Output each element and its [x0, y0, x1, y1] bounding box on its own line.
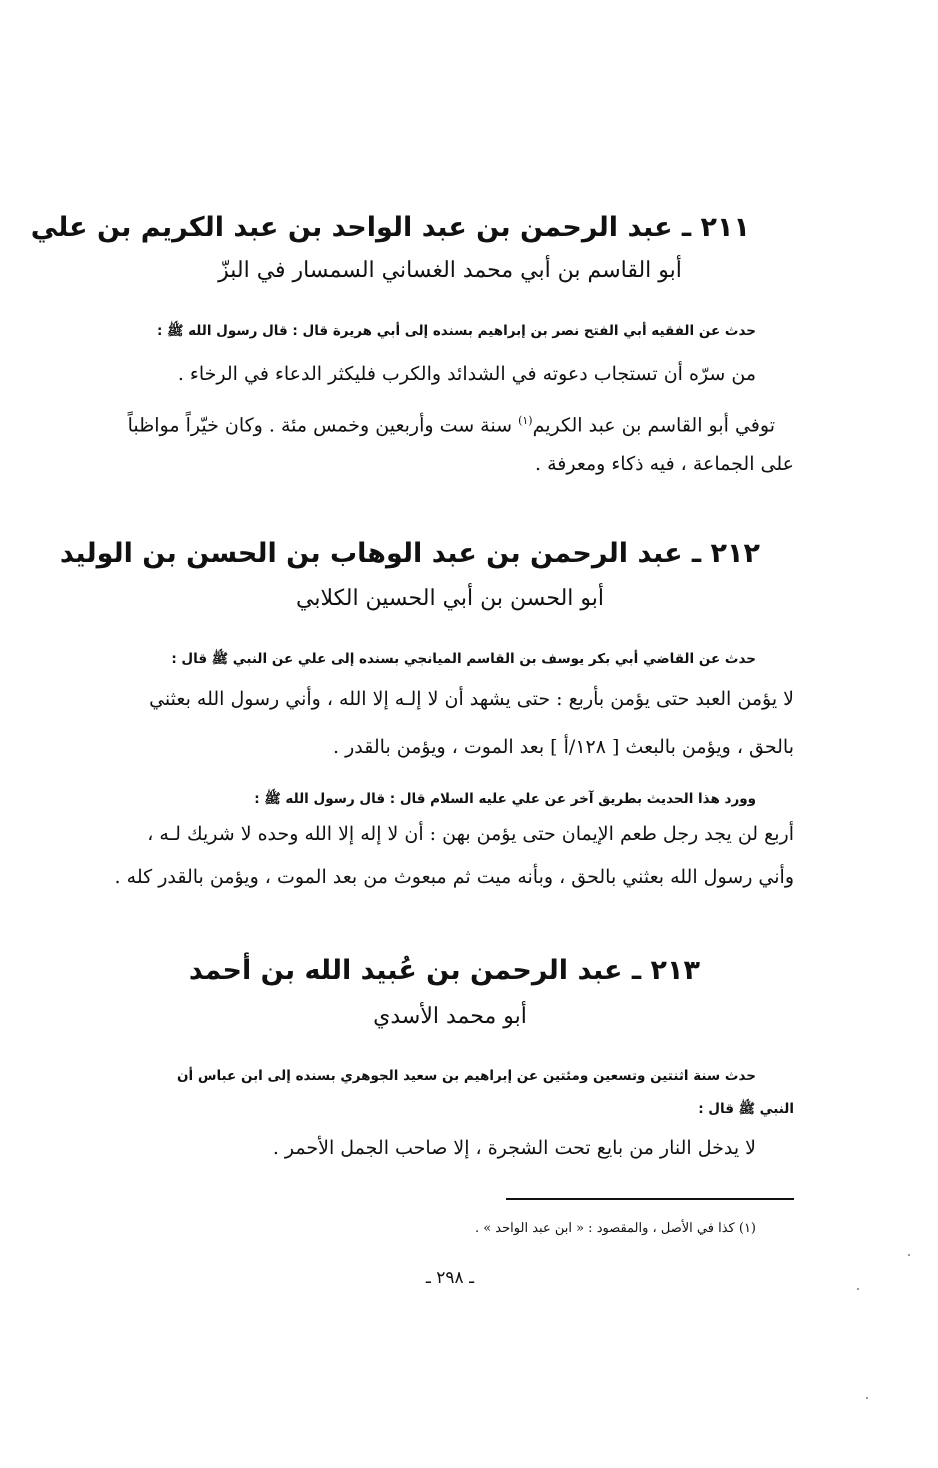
scan-speck: [908, 1254, 910, 1256]
entry-211-death-line-2: على الجماعة ، فيه ذكاء ومعرفة .: [534, 453, 794, 475]
entry-213-subheading: أبو محمد الأسدي: [373, 1004, 527, 1029]
scan-speck: [857, 1288, 859, 1290]
entry-211-chain: حدث عن الفقيه أبي الفتح نصر بن إبراهيم بسنده إلى أبي هريرة قال : قال رسول الله ﷺ :: [156, 323, 756, 339]
entry-212-subheading: أبو الحسن بن أبي الحسين الكلابي: [296, 586, 604, 611]
entry-212-heading: ٢١٢ ـ عبد الرحمن بن عبد الوهاب بن الحسن بن الوليد: [59, 538, 760, 569]
entry-213-chain-line-1: حدث سنة اثنتين وتسعين ومئتين عن إبراهيم بن سعيد الجوهري بسنده إلى ابن عباس أن: [176, 1068, 756, 1084]
entry-212-chain-2: وورد هذا الحديث بطريق آخر عن علي عليه السلام قال : قال رسول الله ﷺ :: [254, 791, 756, 807]
footnote-text: (١) كذا في الأصل ، والمقصود : « ابن عبد الواحد » .: [474, 1221, 756, 1236]
entry-211-subheading: أبو القاسم بن أبي محمد الغساني السمسار في البزّ: [218, 258, 682, 283]
entry-211-death-line-1: [100, 414, 775, 436]
entry-212-chain: حدث عن القاضي أبي بكر يوسف بن القاسم الميانجي بسنده إلى علي عن النبي ﷺ قال :: [171, 651, 756, 667]
entry-211-death-after: سنة ست وأربعين وخمس مئة . وكان خيّراً مواظباً: [127, 414, 519, 437]
footnote-separator: [506, 1198, 794, 1200]
entry-212-hadith-line-2: بالحق ، ويؤمن بالبعث [ ١٢٨/أ ] بعد الموت ، ويؤمن بالقدر .: [333, 736, 794, 758]
entry-212-hadith-line-1: لا يؤمن العبد حتى يؤمن بأربع : حتى يشهد أن لا إلـه إلا الله ، وأني رسول الله بعثني: [149, 688, 794, 710]
entry-211-hadith: من سرّه أن تستجاب دعوته في الشدائد والكرب فليكثر الدعاء في الرخاء .: [177, 363, 756, 385]
footnote-marker: (١): [518, 414, 533, 427]
scan-speck: [866, 1397, 868, 1399]
entry-211-death-before: توفي أبو القاسم بن عبد الكريم: [532, 414, 775, 437]
entry-213-chain-line-2: النبي ﷺ قال :: [698, 1101, 794, 1117]
entry-213-heading: ٢١٣ ـ عبد الرحمن بن عُبيد الله بن أحمد: [188, 955, 700, 986]
entry-211-heading: ٢١١ ـ عبد الرحمن بن عبد الواحد بن عبد الكريم بن علي: [30, 212, 750, 243]
entry-212-hadith2-line-2: وأني رسول الله بعثني بالحق ، وبأنه ميت ثم مبعوث من بعد الموت ، ويؤمن بالقدر كله .: [114, 866, 794, 888]
entry-213-hadith: لا يدخل النار من بايع تحت الشجرة ، إلا صاحب الجمل الأحمر .: [272, 1137, 756, 1159]
page-number: ـ ٢٩٨ ـ: [425, 1268, 475, 1288]
entry-212-hadith2-line-1: أربع لن يجد رجل طعم الإيمان حتى يؤمن بهن : أن لا إله إلا الله وحده لا شريك لـه ،: [147, 823, 794, 845]
